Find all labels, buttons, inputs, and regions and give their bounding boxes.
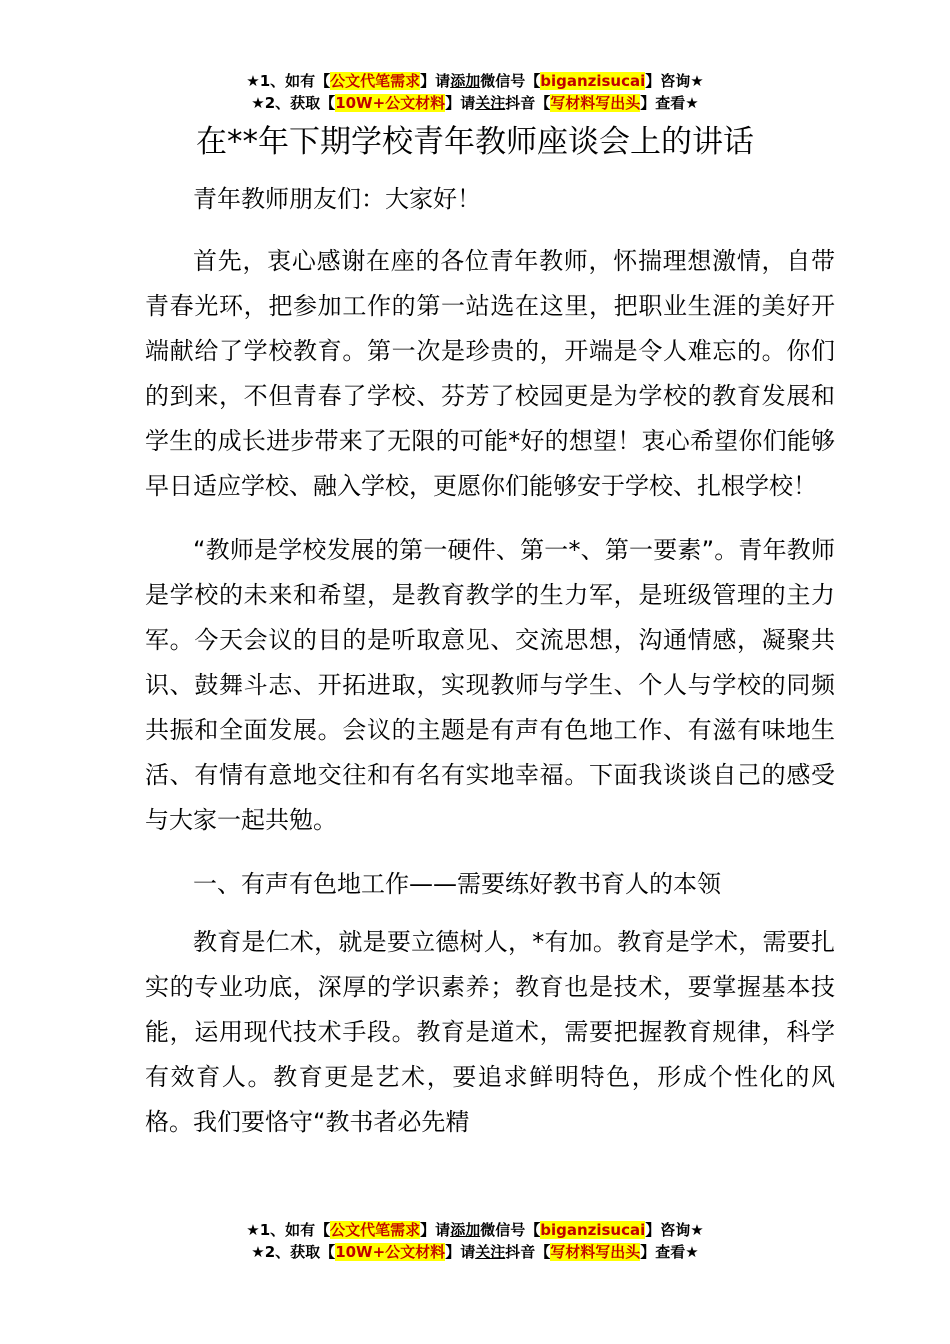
banner-line-1-highlight-service: 公文代笔需求 — [330, 1221, 421, 1239]
banner-line-1-suffix: 】咨询★ — [645, 1221, 704, 1239]
banner-line-1-mid2: 微信号【 — [480, 72, 541, 90]
banner-line-2-highlight-materials: 10W+公文材料 — [335, 94, 446, 112]
banner-line-1 — [0, 70, 950, 92]
banner-line-2-mid2: 抖音【 — [505, 1243, 551, 1261]
banner-line-2-highlight-douyin: 写材料写出头 — [550, 94, 641, 112]
banner-line-1-mid: 】请 — [420, 1221, 451, 1239]
document-body — [145, 177, 835, 1164]
banner-line-2-underlined: 关注 — [475, 1243, 506, 1261]
banner-line-2-highlight-douyin: 写材料写出头 — [550, 1243, 641, 1261]
banner-line-2-mid: 】请 — [445, 1243, 476, 1261]
bottom-banner — [0, 1219, 950, 1263]
banner-line-1-highlight-wechat: biganzisucai — [540, 72, 646, 90]
banner-line-2-suffix: 】查看★ — [640, 94, 699, 112]
banner-line-2-prefix: ★2、获取【 — [251, 1243, 336, 1261]
section-paragraph: 教育是仁术，就是要立德树人，*有加。教育是学术，需要扎实的专业功底，深厚的学识素养；教育也是技术，要掌握基本技能，运用现代技术手段。教育是道术，需要把握教育规律，科学有效育人。教育更是艺术，要追求鲜明特色，形成个性化的风格。我们要恪守“教书者必先精 — [145, 928, 835, 1136]
banner-line-2-suffix: 】查看★ — [640, 1243, 699, 1261]
top-banner — [0, 70, 950, 114]
banner-line-1-underlined: 添加 — [450, 72, 481, 90]
banner-line-2-prefix: ★2、获取【 — [251, 94, 336, 112]
banner-line-2-mid2: 抖音【 — [505, 94, 551, 112]
banner-line-1-highlight-wechat: biganzisucai — [540, 1221, 646, 1239]
greeting: 青年教师朋友们：大家好！ — [193, 185, 481, 213]
banner-line-2-highlight-materials: 10W+公文材料 — [335, 1243, 446, 1261]
paragraph-intro: 首先，衷心感谢在座的各位青年教师，怀揣理想激情，自带青春光环，把参加工作的第一站选在这里，把职业生涯的美好开端献给了学校教育。第一次是珍贵的，开端是令人难忘的。你们的到来，不但青春了学校、芬芳了校园更是为学校的教育发展和学生的成长进步带来了无限的可能*好的想望！衷心希望你们能够早日适应学校、融入学校，更愿你们能够安于学校、扎根学校！ — [145, 247, 835, 500]
banner-line-2-underlined: 关注 — [475, 94, 506, 112]
banner-line-1 — [0, 1219, 950, 1241]
banner-line-2-mid: 】请 — [445, 94, 476, 112]
paragraph-purpose: “教师是学校发展的第一硬件、第一*、第一要素”。青年教师是学校的未来和希望，是教育教学的生力军，是班级管理的主力军。今天会议的目的是听取意见、交流思想，沟通情感，凝聚共识、鼓舞斗志、开拓进取，实现教师与学生、个人与学校的同频共振和全面发展。会议的主题是有声有色地工作、有滋有味地生活、有情有意地交往和有名有实地幸福。下面我谈谈自己的感受与大家一起共勉。 — [145, 536, 835, 834]
banner-line-1-mid2: 微信号【 — [480, 1221, 541, 1239]
banner-line-2 — [0, 92, 950, 114]
section-heading: 一、有声有色地工作——需要练好教书育人的本领 — [193, 870, 721, 898]
banner-line-1-underlined: 添加 — [450, 1221, 481, 1239]
banner-line-1-mid: 】请 — [420, 72, 451, 90]
banner-line-1-prefix: ★1、如有【 — [246, 1221, 331, 1239]
banner-line-1-prefix: ★1、如有【 — [246, 72, 331, 90]
banner-line-2 — [0, 1241, 950, 1263]
banner-line-1-suffix: 】咨询★ — [645, 72, 704, 90]
banner-line-1-highlight-service: 公文代笔需求 — [330, 72, 421, 90]
document-title: 在**年下期学校青年教师座谈会上的讲话 — [196, 124, 754, 160]
